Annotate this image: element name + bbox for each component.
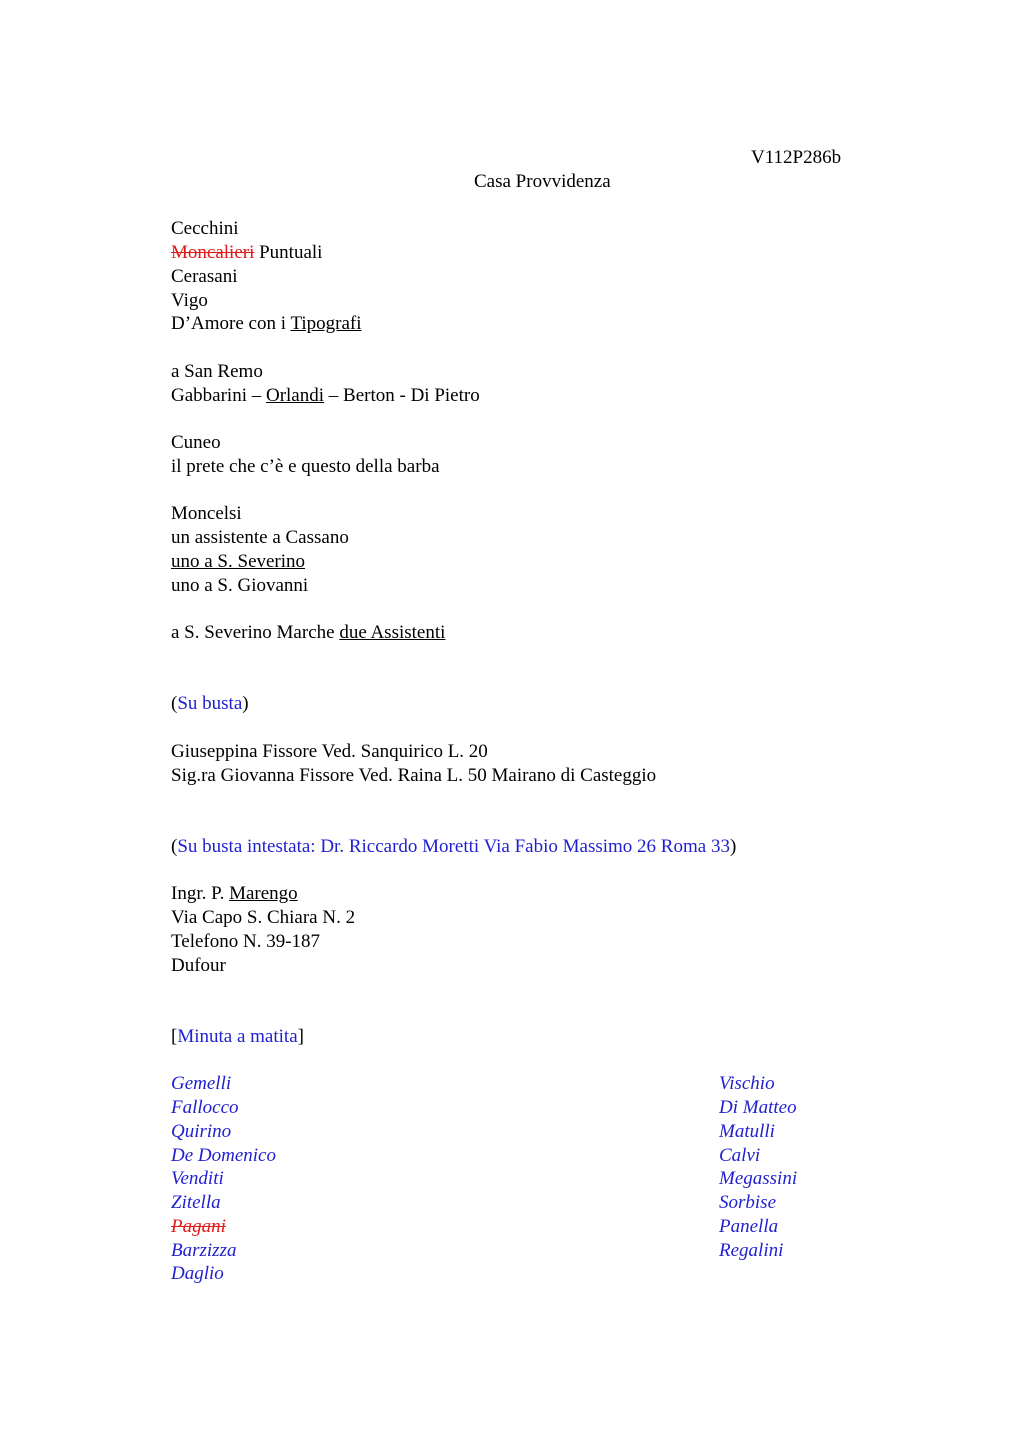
bracket-close: ) [729,836,737,857]
line-cerasani: Cerasani [171,266,238,287]
line-severino-marche [171,622,445,644]
underlined-word: Orlandi [265,385,325,406]
line-assistente-cassano: un assistente a Cassano [171,527,349,548]
underlined-word: due Assistenti [339,622,446,643]
document-id: V112P286b [751,147,842,168]
line-gabbarini [171,385,480,407]
line-uno-giovanni: uno a S. Giovanni [171,575,309,596]
line-giuseppina: Giuseppina Fissore Ved. Sanquirico L. 20 [171,741,488,762]
annotation-text: Su busta [177,693,243,714]
list-item: Barzizza [171,1240,237,1261]
list-item: Sorbise [719,1192,776,1213]
list-item: Vischio [719,1073,775,1094]
bracket-open: ( [171,693,178,714]
line-prete: il prete che c’è e questo della barba [171,456,440,477]
list-item: Megassini [719,1168,798,1189]
bracket-close: ] [297,1026,304,1047]
line-marengo [171,883,298,905]
underlined-word: Marengo [229,883,298,904]
line-via-capo: Via Capo S. Chiara N. 2 [171,907,356,928]
annotation-text: Su busta intestata: Dr. Riccardo Moretti Via Fabio Massimo 26 Roma 33 [177,836,730,857]
line-cuneo: Cuneo [171,432,221,453]
list-item: Fallocco [171,1097,239,1118]
line-text: – Berton - Di Pietro [324,385,480,406]
list-item: Regalini [719,1240,784,1261]
list-item: Panella [719,1216,779,1237]
list-item: Zitella [171,1192,221,1213]
line-text: Puntuali [254,242,323,263]
line-puntuali [171,242,322,264]
list-item: Venditi [171,1168,224,1189]
list-item: Calvi [719,1145,761,1166]
underlined-word: Tipografi [290,313,362,334]
page-title: Casa Provvidenza [474,171,611,192]
list-item: Gemelli [171,1073,232,1094]
line-telefono: Telefono N. 39-187 [171,931,321,952]
line-cecchini: Cecchini [171,218,239,239]
line-dufour: Dufour [171,955,226,976]
list-item: Di Matteo [719,1097,797,1118]
list-item: Quirino [171,1121,232,1142]
line-text: Ingr. P. [171,883,230,904]
line-text: D’Amore con i [171,313,291,334]
bracket-close: ) [242,693,249,714]
bracket-open: ( [171,836,178,857]
deleted-word: Moncalieri [171,242,255,263]
list-item: Matulli [719,1121,775,1142]
line-text: a S. Severino Marche [171,622,340,643]
annotation-busta-intestata [171,836,736,858]
list-item: Daglio [171,1263,224,1284]
bracket-open: [ [171,1026,178,1047]
line-vigo: Vigo [171,290,208,311]
line-damore [171,313,362,335]
line-moncelsi: Moncelsi [171,503,242,524]
annotation-su-busta [171,693,249,715]
line-text: Gabbarini – [171,385,266,406]
line-uno-severino: uno a S. Severino [171,551,306,572]
line-giovanna: Sig.ra Giovanna Fissore Ved. Raina L. 50 Mairano di Casteggio [171,765,657,786]
annotation-minuta [171,1026,304,1048]
list-item-deleted: Pagani [171,1216,226,1237]
list-item: De Domenico [171,1145,276,1166]
annotation-text: Minuta a matita [177,1026,298,1047]
line-san-remo: a San Remo [171,361,263,382]
